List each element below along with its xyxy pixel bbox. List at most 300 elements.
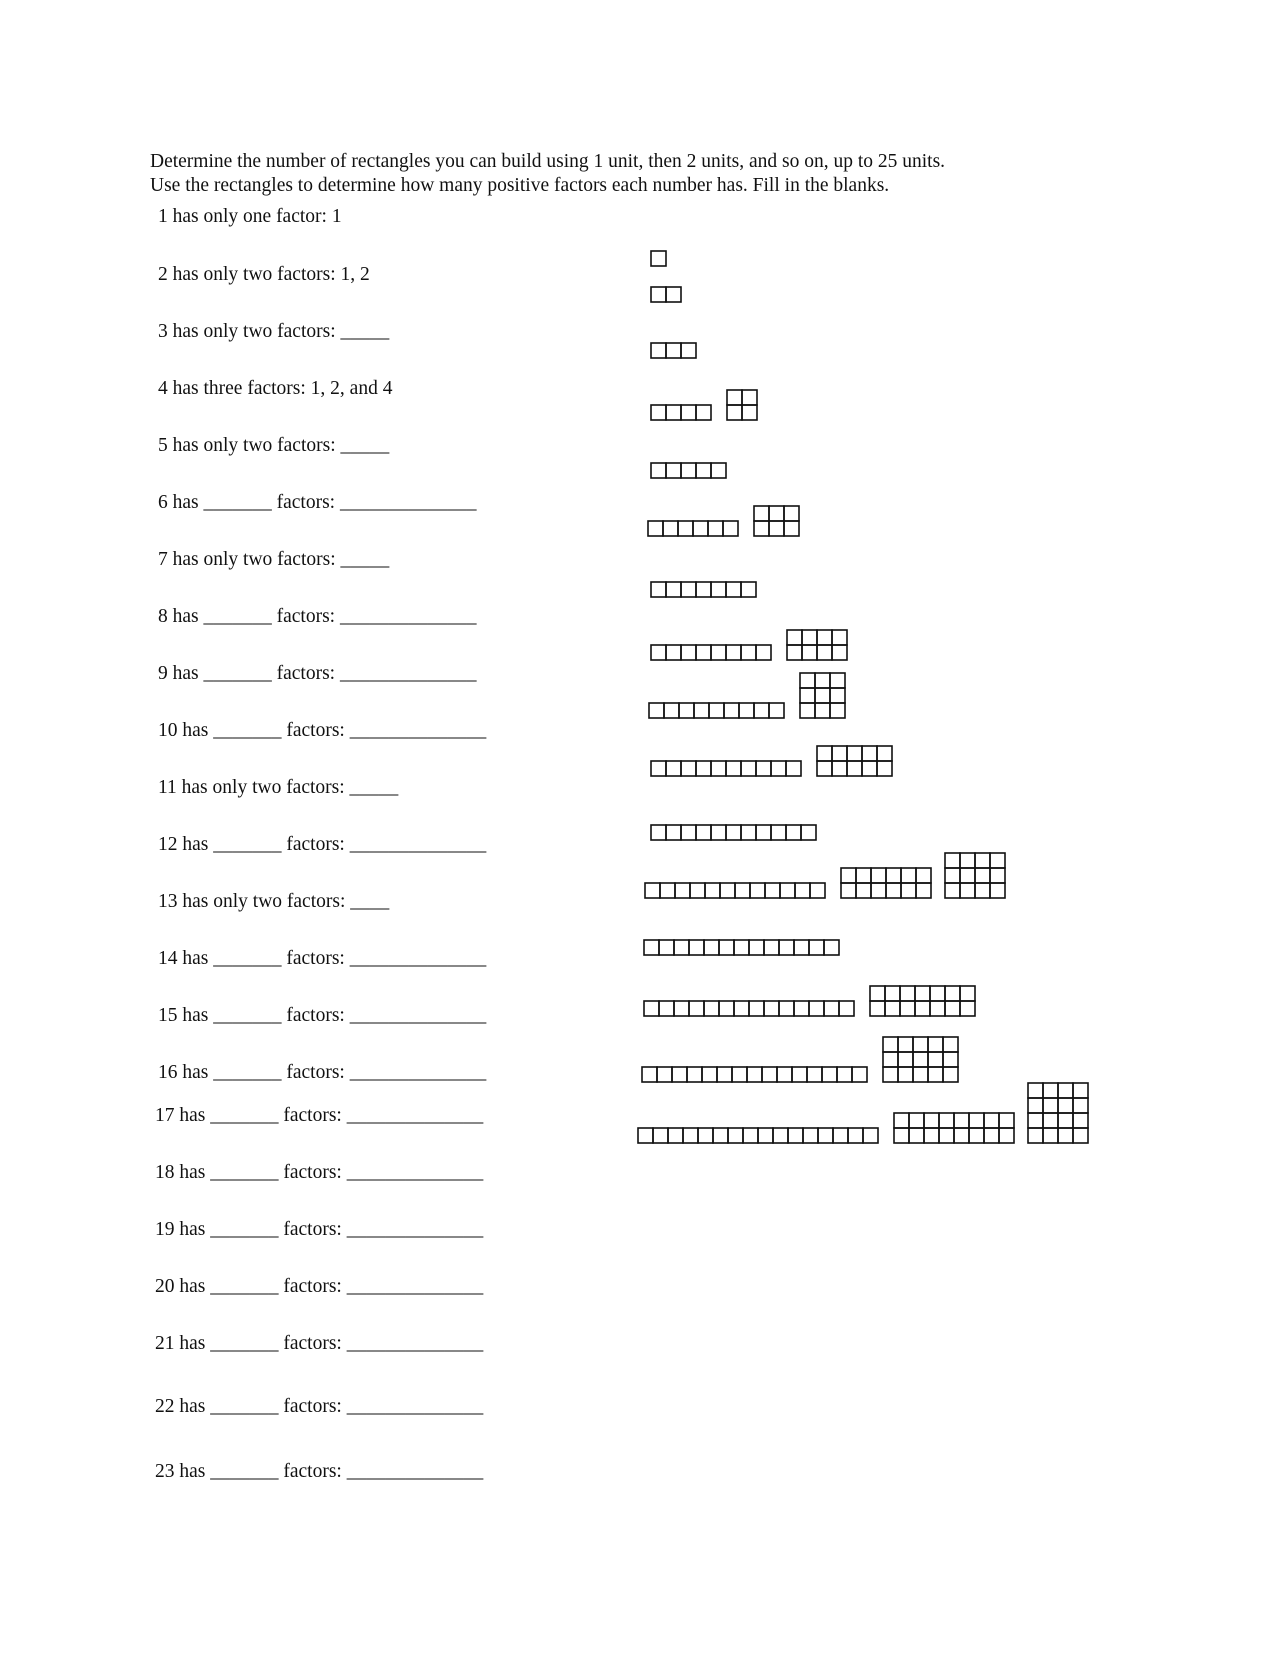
array-4-4x1 [651, 405, 711, 420]
unit-square [779, 1001, 794, 1016]
unit-square [847, 746, 862, 761]
unit-square [666, 582, 681, 597]
unit-square [915, 986, 930, 1001]
unit-square [975, 853, 990, 868]
unit-square [771, 825, 786, 840]
unit-square [666, 343, 681, 358]
unit-square [674, 1001, 689, 1016]
unit-square [657, 1067, 672, 1082]
unit-square [708, 521, 723, 536]
unit-square [711, 825, 726, 840]
unit-square [769, 521, 784, 536]
unit-square [898, 1067, 913, 1082]
factor-row-10: 10 has _______ factors: ______________ [158, 720, 487, 741]
unit-square [689, 940, 704, 955]
array-5-5x1 [651, 463, 726, 478]
unit-square [732, 1067, 747, 1082]
unit-square [659, 940, 674, 955]
unit-square [741, 582, 756, 597]
unit-square [815, 703, 830, 718]
unit-square [750, 883, 765, 898]
unit-square [1073, 1113, 1088, 1128]
unit-square [807, 1067, 822, 1082]
unit-square [675, 883, 690, 898]
unit-square [894, 1128, 909, 1143]
unit-square [975, 883, 990, 898]
unit-square [679, 703, 694, 718]
unit-square [862, 746, 877, 761]
unit-square [960, 853, 975, 868]
unit-square [1043, 1083, 1058, 1098]
unit-square [815, 673, 830, 688]
unit-square [916, 868, 931, 883]
unit-square [870, 986, 885, 1001]
unit-square [642, 1067, 657, 1082]
array-6-6x1 [648, 521, 738, 536]
unit-square [792, 1067, 807, 1082]
unit-square [696, 761, 711, 776]
unit-square [711, 463, 726, 478]
unit-square [651, 251, 666, 266]
unit-square [754, 521, 769, 536]
unit-square [883, 1037, 898, 1052]
unit-square [720, 883, 735, 898]
unit-square [681, 405, 696, 420]
unit-square [930, 1001, 945, 1016]
array-10-10x1 [651, 761, 801, 776]
unit-square [742, 405, 757, 420]
unit-square [863, 1128, 878, 1143]
factor-row-8: 8 has _______ factors: ______________ [158, 606, 477, 627]
unit-square [787, 630, 802, 645]
unit-square [841, 883, 856, 898]
unit-square [727, 390, 742, 405]
unit-square [885, 1001, 900, 1016]
unit-square [832, 630, 847, 645]
unit-square [909, 1113, 924, 1128]
unit-square [681, 463, 696, 478]
unit-square [930, 986, 945, 1001]
unit-square [681, 825, 696, 840]
unit-square [945, 853, 960, 868]
unit-square [898, 1037, 913, 1052]
unit-square [779, 940, 794, 955]
unit-square [898, 1052, 913, 1067]
unit-square [726, 645, 741, 660]
unit-square [724, 703, 739, 718]
unit-square [756, 761, 771, 776]
unit-square [999, 1113, 1014, 1128]
unit-square [928, 1037, 943, 1052]
unit-square [754, 506, 769, 521]
unit-square [901, 883, 916, 898]
unit-square [704, 1001, 719, 1016]
unit-square [764, 1001, 779, 1016]
unit-square [666, 761, 681, 776]
unit-square [713, 1128, 728, 1143]
factor-row-12: 12 has _______ factors: ______________ [158, 834, 487, 855]
unit-square [924, 1128, 939, 1143]
unit-square [728, 1128, 743, 1143]
unit-square [969, 1128, 984, 1143]
unit-square [694, 703, 709, 718]
unit-square [711, 645, 726, 660]
unit-square [784, 521, 799, 536]
unit-square [960, 883, 975, 898]
unit-square [817, 630, 832, 645]
factor-row-16: 16 has _______ factors: ______________ [158, 1062, 487, 1083]
unit-square [651, 287, 666, 302]
unit-square [644, 1001, 659, 1016]
unit-square [727, 405, 742, 420]
unit-square [803, 1128, 818, 1143]
unit-square [648, 521, 663, 536]
unit-square [945, 986, 960, 1001]
instruction-line-1: Determine the number of rectangles you can build using 1 unit, then 2 units, and so on, up to 25 units. [150, 151, 946, 172]
unit-square [809, 1001, 824, 1016]
factor-row-18: 18 has _______ factors: ______________ [155, 1162, 484, 1183]
unit-square [862, 761, 877, 776]
unit-square [696, 825, 711, 840]
unit-square [886, 883, 901, 898]
unit-square [802, 645, 817, 660]
unit-square [741, 825, 756, 840]
factor-row-23: 23 has _______ factors: ______________ [155, 1461, 484, 1482]
unit-square [871, 868, 886, 883]
factor-row-20: 20 has _______ factors: ______________ [155, 1276, 484, 1297]
unit-square [1028, 1113, 1043, 1128]
array-16-16x1 [638, 1128, 878, 1143]
factor-row-21: 21 has _______ factors: ______________ [155, 1333, 484, 1354]
unit-square [749, 1001, 764, 1016]
array-15-15x1 [642, 1067, 867, 1082]
unit-square [780, 883, 795, 898]
unit-square [784, 506, 799, 521]
unit-square [1028, 1098, 1043, 1113]
unit-square [681, 761, 696, 776]
unit-square [856, 868, 871, 883]
factor-row-4: 4 has three factors: 1, 2, and 4 [158, 378, 393, 399]
unit-square [741, 645, 756, 660]
array-1-1x1 [651, 251, 666, 266]
factor-row-17: 17 has _______ factors: ______________ [155, 1105, 484, 1126]
array-8-8x1 [651, 645, 771, 660]
unit-square [817, 746, 832, 761]
unit-square [939, 1113, 954, 1128]
unit-square [741, 761, 756, 776]
unit-square [674, 940, 689, 955]
unit-square [810, 883, 825, 898]
unit-square [678, 521, 693, 536]
unit-square [651, 645, 666, 660]
unit-square [960, 868, 975, 883]
unit-square [832, 746, 847, 761]
unit-square [975, 868, 990, 883]
unit-square [839, 1001, 854, 1016]
unit-square [666, 825, 681, 840]
array-2-2x1 [651, 287, 681, 302]
unit-square [990, 853, 1005, 868]
unit-square [1058, 1113, 1073, 1128]
array-13-13x1 [644, 940, 839, 955]
unit-square [1058, 1083, 1073, 1098]
unit-square [681, 582, 696, 597]
unit-square [885, 986, 900, 1001]
unit-square [1043, 1128, 1058, 1143]
unit-square [666, 287, 681, 302]
unit-square [848, 1128, 863, 1143]
unit-square [824, 1001, 839, 1016]
unit-square [702, 1067, 717, 1082]
array-16-4x4 [1028, 1083, 1088, 1143]
factor-row-2: 2 has only two factors: 1, 2 [158, 264, 370, 285]
unit-square [651, 463, 666, 478]
unit-square [711, 761, 726, 776]
unit-square [704, 940, 719, 955]
unit-square [1073, 1083, 1088, 1098]
unit-square [788, 1128, 803, 1143]
factor-row-19: 19 has _______ factors: ______________ [155, 1219, 484, 1240]
unit-square [969, 1113, 984, 1128]
unit-square [719, 1001, 734, 1016]
unit-square [787, 645, 802, 660]
unit-square [709, 703, 724, 718]
unit-square [818, 1128, 833, 1143]
unit-square [1043, 1098, 1058, 1113]
unit-square [837, 1067, 852, 1082]
unit-square [832, 645, 847, 660]
unit-square [928, 1067, 943, 1082]
unit-square [877, 761, 892, 776]
unit-square [1073, 1098, 1088, 1113]
unit-square [668, 1128, 683, 1143]
unit-square [1073, 1128, 1088, 1143]
unit-square [743, 1128, 758, 1143]
unit-square [800, 703, 815, 718]
unit-square [696, 645, 711, 660]
unit-square [660, 883, 675, 898]
unit-square [681, 645, 696, 660]
unit-square [809, 940, 824, 955]
unit-square [984, 1128, 999, 1143]
unit-square [666, 463, 681, 478]
unit-square [870, 1001, 885, 1016]
array-14-7x2 [870, 986, 975, 1016]
unit-square [683, 1128, 698, 1143]
unit-square [915, 1001, 930, 1016]
unit-square [726, 825, 741, 840]
array-10-5x2 [817, 746, 892, 776]
array-11-11x1 [651, 825, 816, 840]
unit-square [696, 582, 711, 597]
unit-square [824, 940, 839, 955]
unit-square [672, 1067, 687, 1082]
array-15-5x3 [883, 1037, 958, 1082]
unit-square [687, 1067, 702, 1082]
unit-square [795, 883, 810, 898]
unit-square [1028, 1083, 1043, 1098]
unit-square [913, 1052, 928, 1067]
unit-square [756, 825, 771, 840]
unit-square [794, 940, 809, 955]
unit-square [651, 761, 666, 776]
unit-square [771, 761, 786, 776]
unit-square [651, 582, 666, 597]
unit-square [651, 343, 666, 358]
unit-square [726, 582, 741, 597]
unit-square [830, 688, 845, 703]
unit-square [1028, 1128, 1043, 1143]
unit-square [696, 405, 711, 420]
unit-square [817, 645, 832, 660]
unit-square [717, 1067, 732, 1082]
unit-square [769, 506, 784, 521]
unit-square [690, 883, 705, 898]
unit-square [754, 703, 769, 718]
unit-square [711, 582, 726, 597]
unit-square [817, 761, 832, 776]
array-12-4x3 [945, 853, 1005, 898]
unit-square [769, 703, 784, 718]
unit-square [734, 1001, 749, 1016]
unit-square [1043, 1113, 1058, 1128]
unit-square [913, 1037, 928, 1052]
unit-square [894, 1113, 909, 1128]
factor-row-6: 6 has _______ factors: ______________ [158, 492, 477, 513]
unit-square [689, 1001, 704, 1016]
unit-square [801, 825, 816, 840]
unit-square [990, 868, 1005, 883]
unit-square [734, 940, 749, 955]
unit-square [693, 521, 708, 536]
unit-square [847, 761, 862, 776]
unit-square [960, 986, 975, 1001]
unit-square [696, 463, 711, 478]
unit-square [762, 1067, 777, 1082]
unit-square [742, 390, 757, 405]
unit-square [756, 645, 771, 660]
unit-square [666, 405, 681, 420]
unit-square [833, 1128, 848, 1143]
unit-square [990, 883, 1005, 898]
unit-square [954, 1113, 969, 1128]
unit-square [1058, 1128, 1073, 1143]
array-3-3x1 [651, 343, 696, 358]
unit-square [871, 883, 886, 898]
unit-square [984, 1113, 999, 1128]
factor-row-13: 13 has only two factors: ____ [158, 891, 390, 912]
array-12-12x1 [645, 883, 825, 898]
unit-square [841, 868, 856, 883]
unit-square [735, 883, 750, 898]
unit-square [649, 703, 664, 718]
array-12-6x2 [841, 868, 931, 898]
unit-square [945, 868, 960, 883]
factor-row-15: 15 has _______ factors: ______________ [158, 1005, 487, 1026]
unit-square [644, 940, 659, 955]
unit-square [999, 1128, 1014, 1143]
unit-square [726, 761, 741, 776]
unit-square [954, 1128, 969, 1143]
unit-square [913, 1067, 928, 1082]
unit-square [943, 1037, 958, 1052]
unit-square [909, 1128, 924, 1143]
unit-square [800, 673, 815, 688]
unit-square [705, 883, 720, 898]
unit-square [786, 825, 801, 840]
unit-square [822, 1067, 837, 1082]
unit-square [698, 1128, 713, 1143]
unit-square [945, 883, 960, 898]
unit-square [777, 1067, 792, 1082]
unit-square [764, 940, 779, 955]
unit-square [928, 1052, 943, 1067]
factor-row-7: 7 has only two factors: _____ [158, 549, 390, 570]
unit-square [786, 761, 801, 776]
unit-square [802, 630, 817, 645]
unit-square [943, 1052, 958, 1067]
unit-square [645, 883, 660, 898]
unit-square [1058, 1098, 1073, 1113]
factor-row-11: 11 has only two factors: _____ [158, 777, 399, 798]
unit-square [747, 1067, 762, 1082]
unit-square [666, 645, 681, 660]
unit-square [758, 1128, 773, 1143]
unit-square [886, 868, 901, 883]
unit-square [663, 521, 678, 536]
unit-square [723, 521, 738, 536]
unit-square [856, 883, 871, 898]
unit-square [719, 940, 734, 955]
unit-square [749, 940, 764, 955]
array-16-8x2 [894, 1113, 1014, 1143]
array-14-14x1 [644, 1001, 854, 1016]
unit-square [832, 761, 847, 776]
array-9-9x1 [649, 703, 784, 718]
instruction-line-2: Use the rectangles to determine how many positive factors each number has. Fill in the blanks. [150, 175, 890, 196]
factor-row-22: 22 has _______ factors: ______________ [155, 1396, 484, 1417]
unit-square [739, 703, 754, 718]
unit-square [852, 1067, 867, 1082]
array-6-3x2 [754, 506, 799, 536]
array-4-2x2 [727, 390, 757, 420]
array-7-7x1 [651, 582, 756, 597]
array-9-3x3 [800, 673, 845, 718]
unit-square [900, 1001, 915, 1016]
unit-square [939, 1128, 954, 1143]
factor-row-3: 3 has only two factors: _____ [158, 321, 390, 342]
unit-square [830, 703, 845, 718]
factor-row-1: 1 has only one factor: 1 [158, 206, 342, 227]
unit-square [765, 883, 780, 898]
unit-square [945, 1001, 960, 1016]
unit-square [681, 343, 696, 358]
unit-square [800, 688, 815, 703]
unit-square [773, 1128, 788, 1143]
unit-square [960, 1001, 975, 1016]
unit-square [651, 825, 666, 840]
unit-square [815, 688, 830, 703]
unit-square [943, 1067, 958, 1082]
unit-square [653, 1128, 668, 1143]
unit-square [900, 986, 915, 1001]
factor-row-9: 9 has _______ factors: ______________ [158, 663, 477, 684]
array-8-4x2 [787, 630, 847, 660]
unit-square [916, 883, 931, 898]
unit-square [794, 1001, 809, 1016]
unit-square [664, 703, 679, 718]
factor-row-5: 5 has only two factors: _____ [158, 435, 390, 456]
